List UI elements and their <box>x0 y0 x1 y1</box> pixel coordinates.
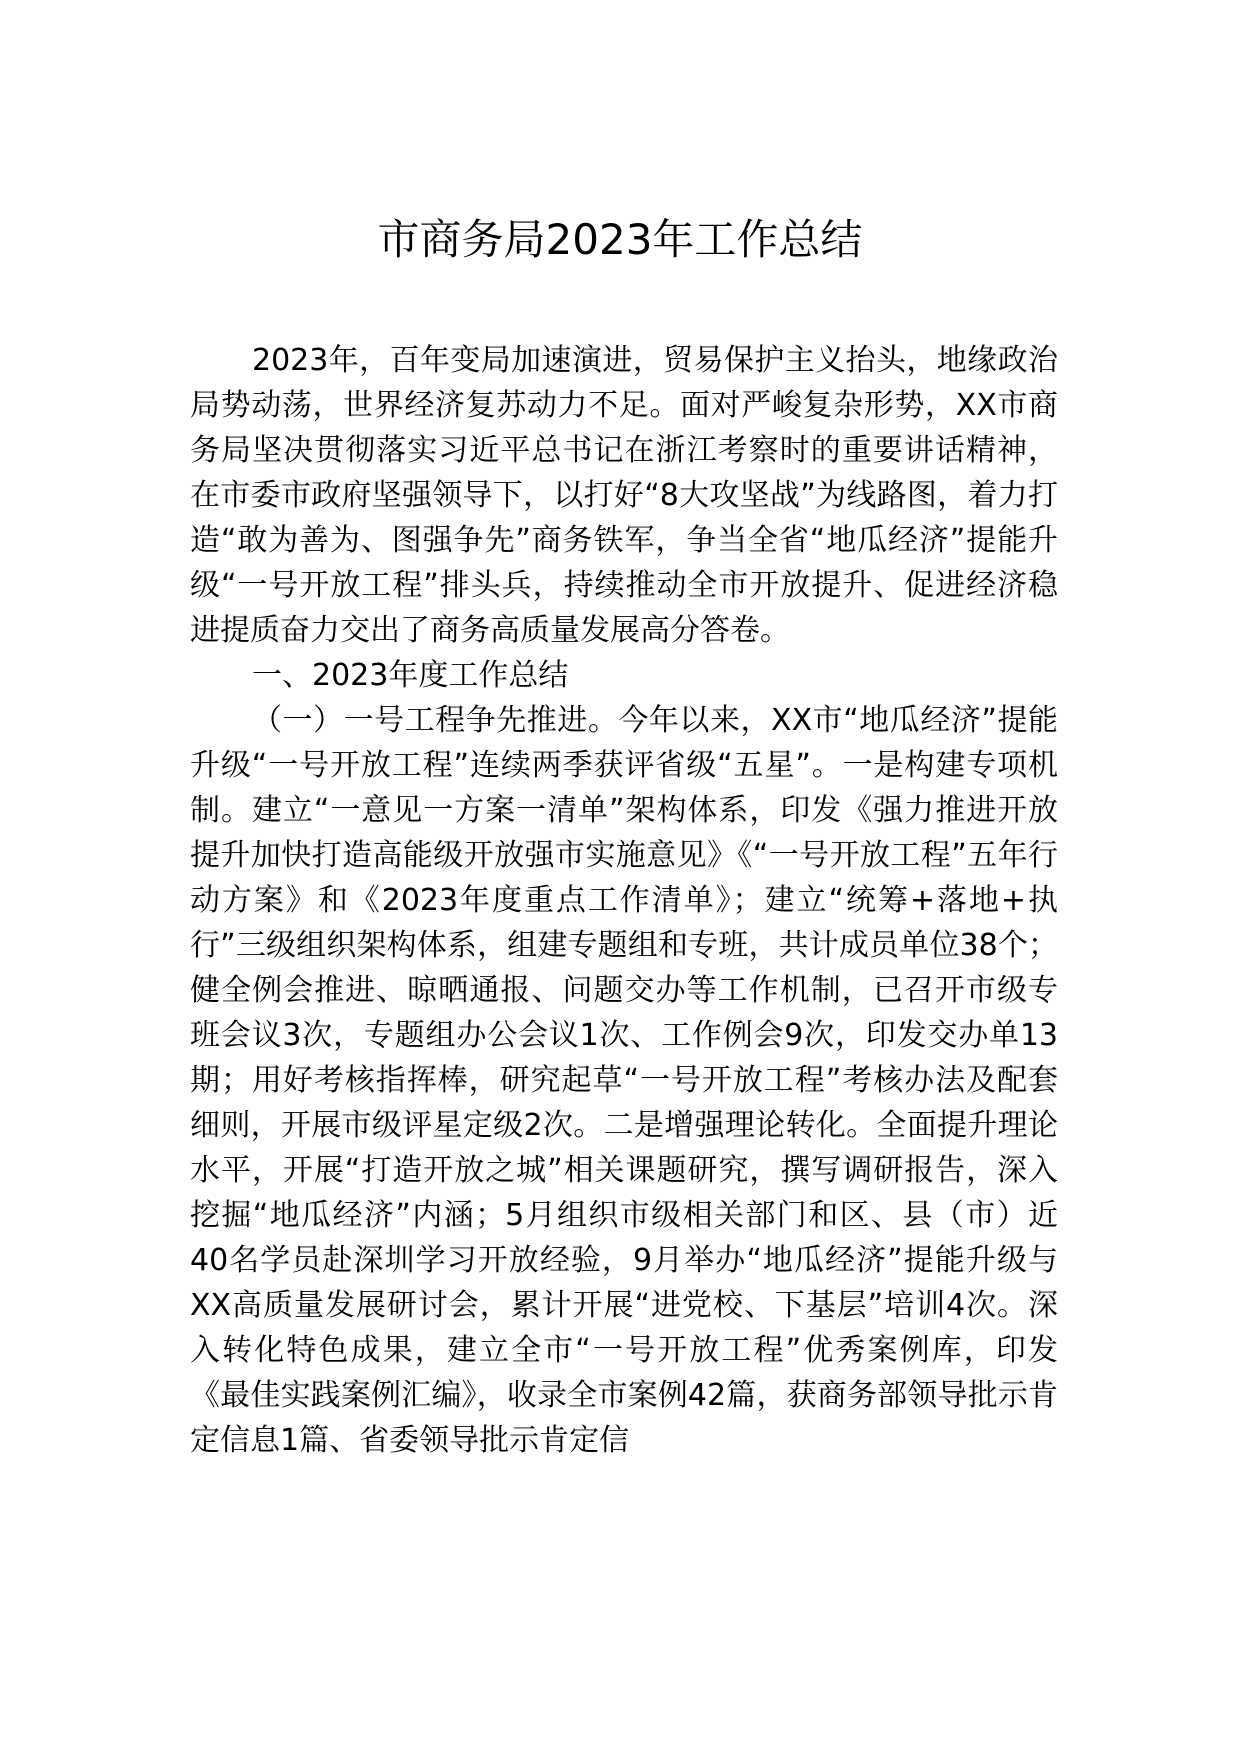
section-paragraph: （一）一号工程争先推进。今年以来，XX市“地瓜经济”提能升级“一号开放工程”连续两季获评省级“五星”。一是构建专项机制。建立“一意见一方案一清单”架构体系，印发《强力推进开放提升加快打造高能级开放强市实施意见》《“一号开放工程”五年行动方案》和《2023年度重点工作清单》；建立“统筹+落地+执行”三级组织架构体系，组建专题组和专班，共计成员单位38个；健全例会推进、晾晒通报、问题交办等工作机制，已召开市级专班会议3次，专题组办公会议1次、工作例会9次，印发交办单13期；用好考核指挥棒，研究起草“一号开放工程”考核办法及配套细则，开展市级评星定级2次。二是增强理论转化。全面提升理论水平，开展“打造开放之城”相关课题研究，撰写调研报告，深入挖掘“地瓜经济”内涵；5月组织市级相关部门和区、县（市）近40名学员赴深圳学习开放经验，9月举办“地瓜经济”提能升级与XX高质量发展研讨会，累计开展“进党校、下基层”培训4次。深入转化特色成果，建立全市“一号开放工程”优秀案例库，印发《最佳实践案例汇编》，收录全市案例42篇，获商务部领导批示肯定信息1篇、省委领导批示肯定信 <box>190 703 1058 1458</box>
document-body <box>190 338 1058 1463</box>
section-heading: 一、2023年度工作总结 <box>252 658 569 693</box>
intro-paragraph: 2023年，百年变局加速演进，贸易保护主义抬头，地缘政治局势动荡，世界经济复苏动力不足。面对严峻复杂形势，XX市商务局坚决贯彻落实习近平总书记在浙江考察时的重要讲话精神，在市委市政府坚强领导下，以打好“8大攻坚战”为线路图，着力打造“敢为善为、图强争先”商务铁军，争当全省“地瓜经济”提能升级“一号开放工程”排头兵，持续推动全市开放提升、促进经济稳进提质奋力交出了商务高质量发展高分答卷。 <box>190 343 1058 648</box>
document-title: 市商务局2023年工作总结 <box>377 215 863 264</box>
